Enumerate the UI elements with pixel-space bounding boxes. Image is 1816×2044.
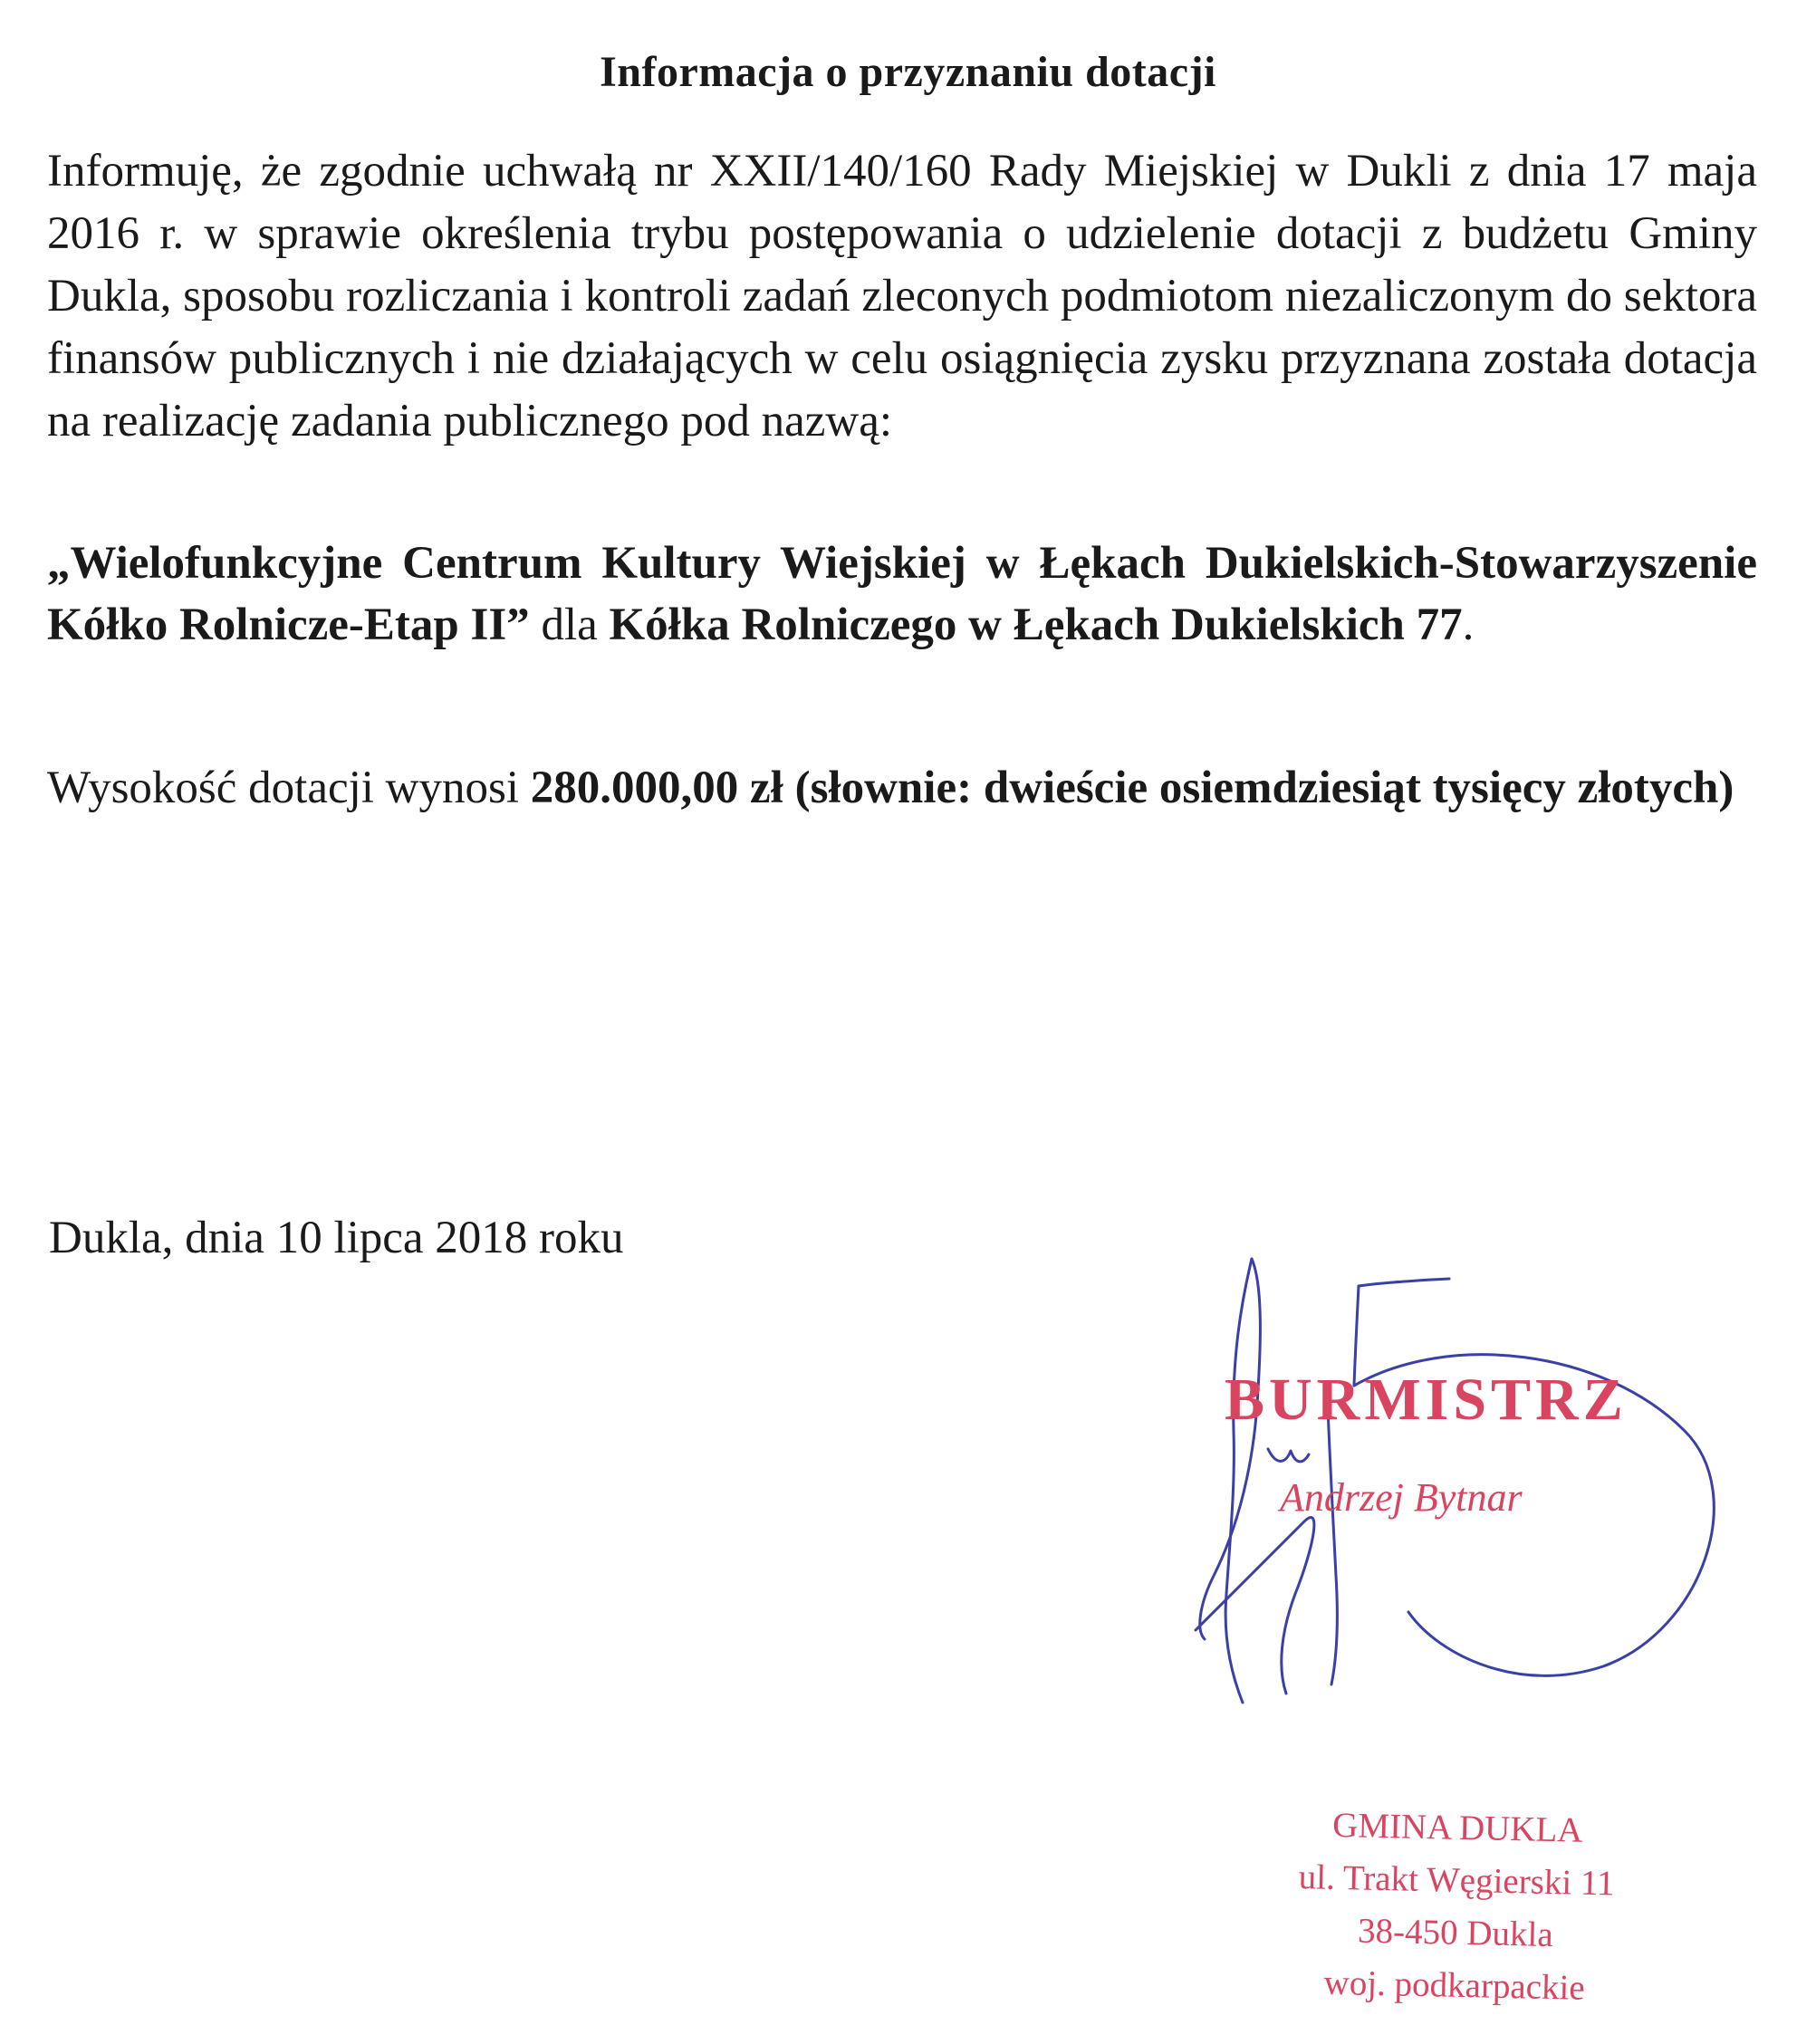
document-title: Informacja o przyznaniu dotacji (600, 48, 1216, 96)
stamp-heading: BURMISTRZ (1225, 1367, 1628, 1433)
address-line: 38-450 Dukla (1357, 1911, 1554, 1955)
sentence-end: . (1462, 600, 1475, 650)
date-line: Dukla, dnia 10 lipca 2018 roku (49, 1213, 624, 1263)
amount-lead: Wysokość dotacji wynosi (47, 763, 531, 813)
task-name: „Wielofunkcyjne Centrum Kultury Wiejskiej w Łękach Dukielskich-Stowarzyszenie Kółko Rolnicze-Etap II” (47, 538, 1757, 650)
address-stamp (1245, 1798, 1667, 2017)
address-line: ul. Trakt Węgierski 11 (1298, 1857, 1615, 1904)
address-line: GMINA DUKLA (1331, 1805, 1583, 1850)
paragraph-resolution: Informuję, że zgodnie uchwałą nr XXII/140/160 Rady Miejskiej w Dukli z dnia 17 maja 2016 r. w sprawie określenia trybu postępowania o udzielenie dotacji z budżetu Gminy Dukla, sposobu rozliczania i kontroli zadań zleconych podmiotom niezaliczonym do sektora finansów publicznych i nie działających w celu osiągnięcia zysku przyznana została dotacja na realizację zadania publicznego pod nazwą: (47, 146, 1757, 446)
stamp-name: Andrzej Bytnar (1280, 1475, 1523, 1520)
paragraph-amount (47, 757, 1757, 820)
grant-amount: 280.000,00 zł (słownie: dwieście osiemdziesiąt tysięcy złotych) (530, 763, 1734, 813)
address-line: woj. podkarpackie (1323, 1962, 1586, 2008)
recipient-name: Kółka Rolniczego w Łękach Dukielskich 77 (609, 600, 1463, 650)
paragraph-task (47, 533, 1757, 656)
connector-text: dla (529, 600, 610, 650)
